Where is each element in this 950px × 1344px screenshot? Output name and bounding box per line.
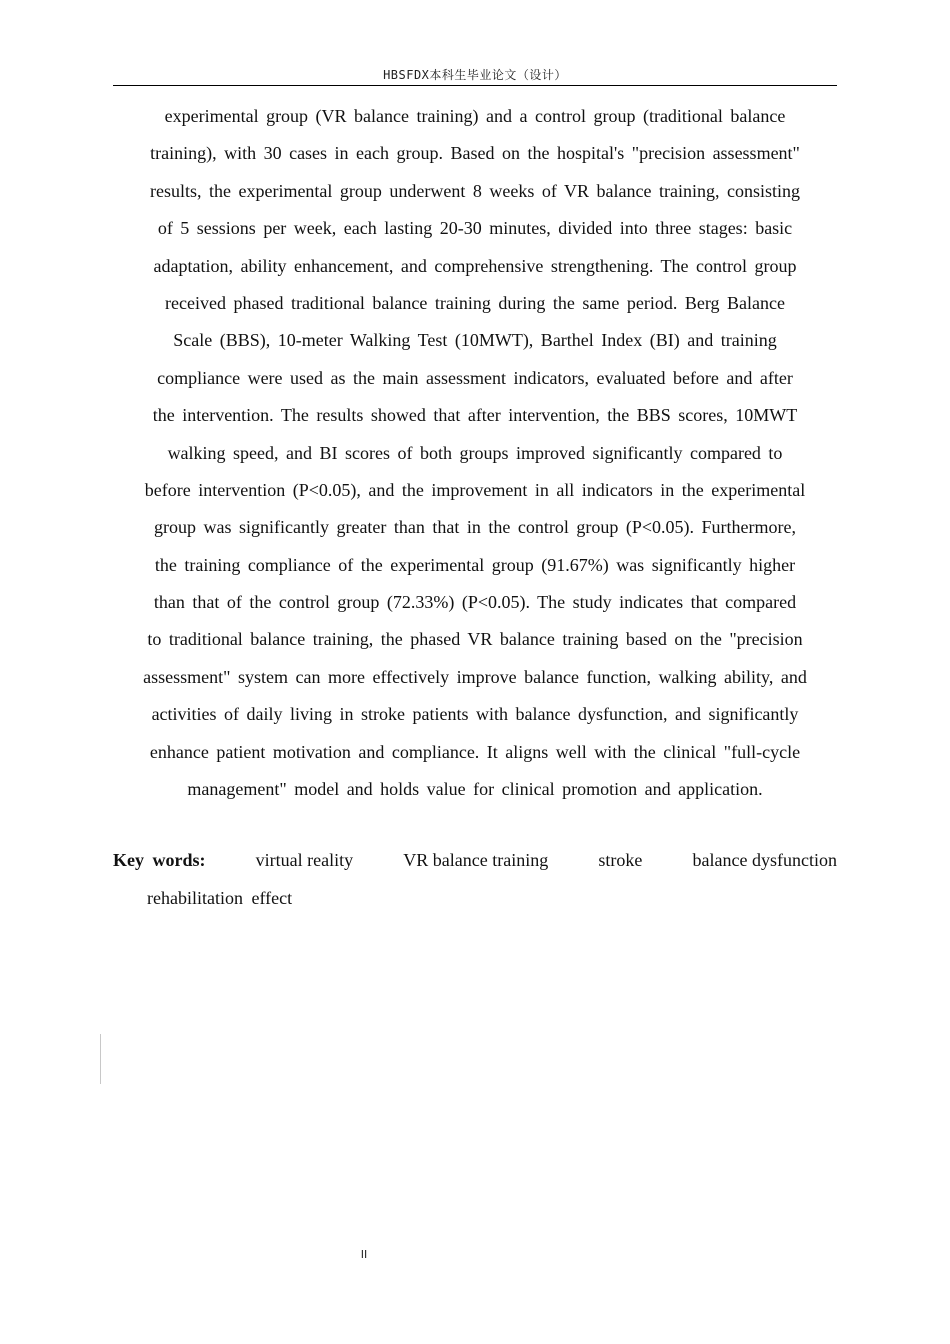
page-number: II xyxy=(360,1248,368,1261)
keyword-term: balance dysfunction xyxy=(692,850,837,870)
running-header: HBSFDX本科生毕业论文（设计） xyxy=(383,68,567,82)
abstract-line: than that of the control group (72.33%) (P<0.05). The study indicates that compared xyxy=(153,592,797,613)
margin-mark xyxy=(100,1034,101,1084)
abstract-line: before intervention (P<0.05), and the improvement in all indicators in the experimental xyxy=(144,479,806,500)
abstract-body xyxy=(113,98,837,808)
keywords-first-line xyxy=(113,842,837,880)
keyword-term: VR balance training xyxy=(403,850,549,870)
abstract-line: group was significantly greater than that in the control group (P<0.05). Furthermore, xyxy=(153,517,796,538)
abstract-line: of 5 sessions per week, each lasting 20-30 minutes, divided into three stages: basic xyxy=(157,218,793,239)
abstract-line: adaptation, ability enhancement, and comprehensive strengthening. The control group xyxy=(153,255,797,276)
abstract-line: assessment" system can more effectively improve balance function, walking ability, and xyxy=(143,666,807,687)
abstract-line: results, the experimental group underwent 8 weeks of VR balance training, consisting xyxy=(149,180,800,201)
abstract-line: to traditional balance training, the phased VR balance training based on the "precision xyxy=(147,629,803,650)
abstract-line: experimental group (VR balance training) and a control group (traditional balance xyxy=(164,106,786,126)
abstract-line: training), with 30 cases in each group. Based on the hospital's "precision assessment" xyxy=(150,143,800,164)
abstract-line: the intervention. The results showed that after intervention, the BBS scores, 10MWT xyxy=(152,405,798,426)
abstract-line: management" model and holds value for clinical promotion and application. xyxy=(187,779,763,800)
header-rule xyxy=(113,85,837,86)
abstract-line: enhance patient motivation and compliance. It aligns well with the clinical "full-cycle xyxy=(149,741,801,762)
keywords-section xyxy=(113,842,837,917)
keywords-label: Key words: xyxy=(113,850,206,870)
keyword-term: rehabilitation effect xyxy=(147,887,293,908)
abstract-line: activities of daily living in stroke patients with balance dysfunction, and significantly xyxy=(151,704,799,725)
abstract-line: the training compliance of the experimental group (91.67%) was significantly higher xyxy=(154,554,796,575)
keyword-term: stroke xyxy=(598,850,643,870)
abstract-line: Scale (BBS), 10-meter Walking Test (10MWT), Barthel Index (BI) and training xyxy=(173,330,777,351)
keyword-term: virtual reality xyxy=(255,850,354,870)
abstract-line: compliance were used as the main assessment indicators, evaluated before and after xyxy=(157,367,793,388)
abstract-line: received phased traditional balance training during the same period. Berg Balance xyxy=(165,292,785,313)
abstract-line: walking speed, and BI scores of both groups improved significantly compared to xyxy=(167,442,783,463)
